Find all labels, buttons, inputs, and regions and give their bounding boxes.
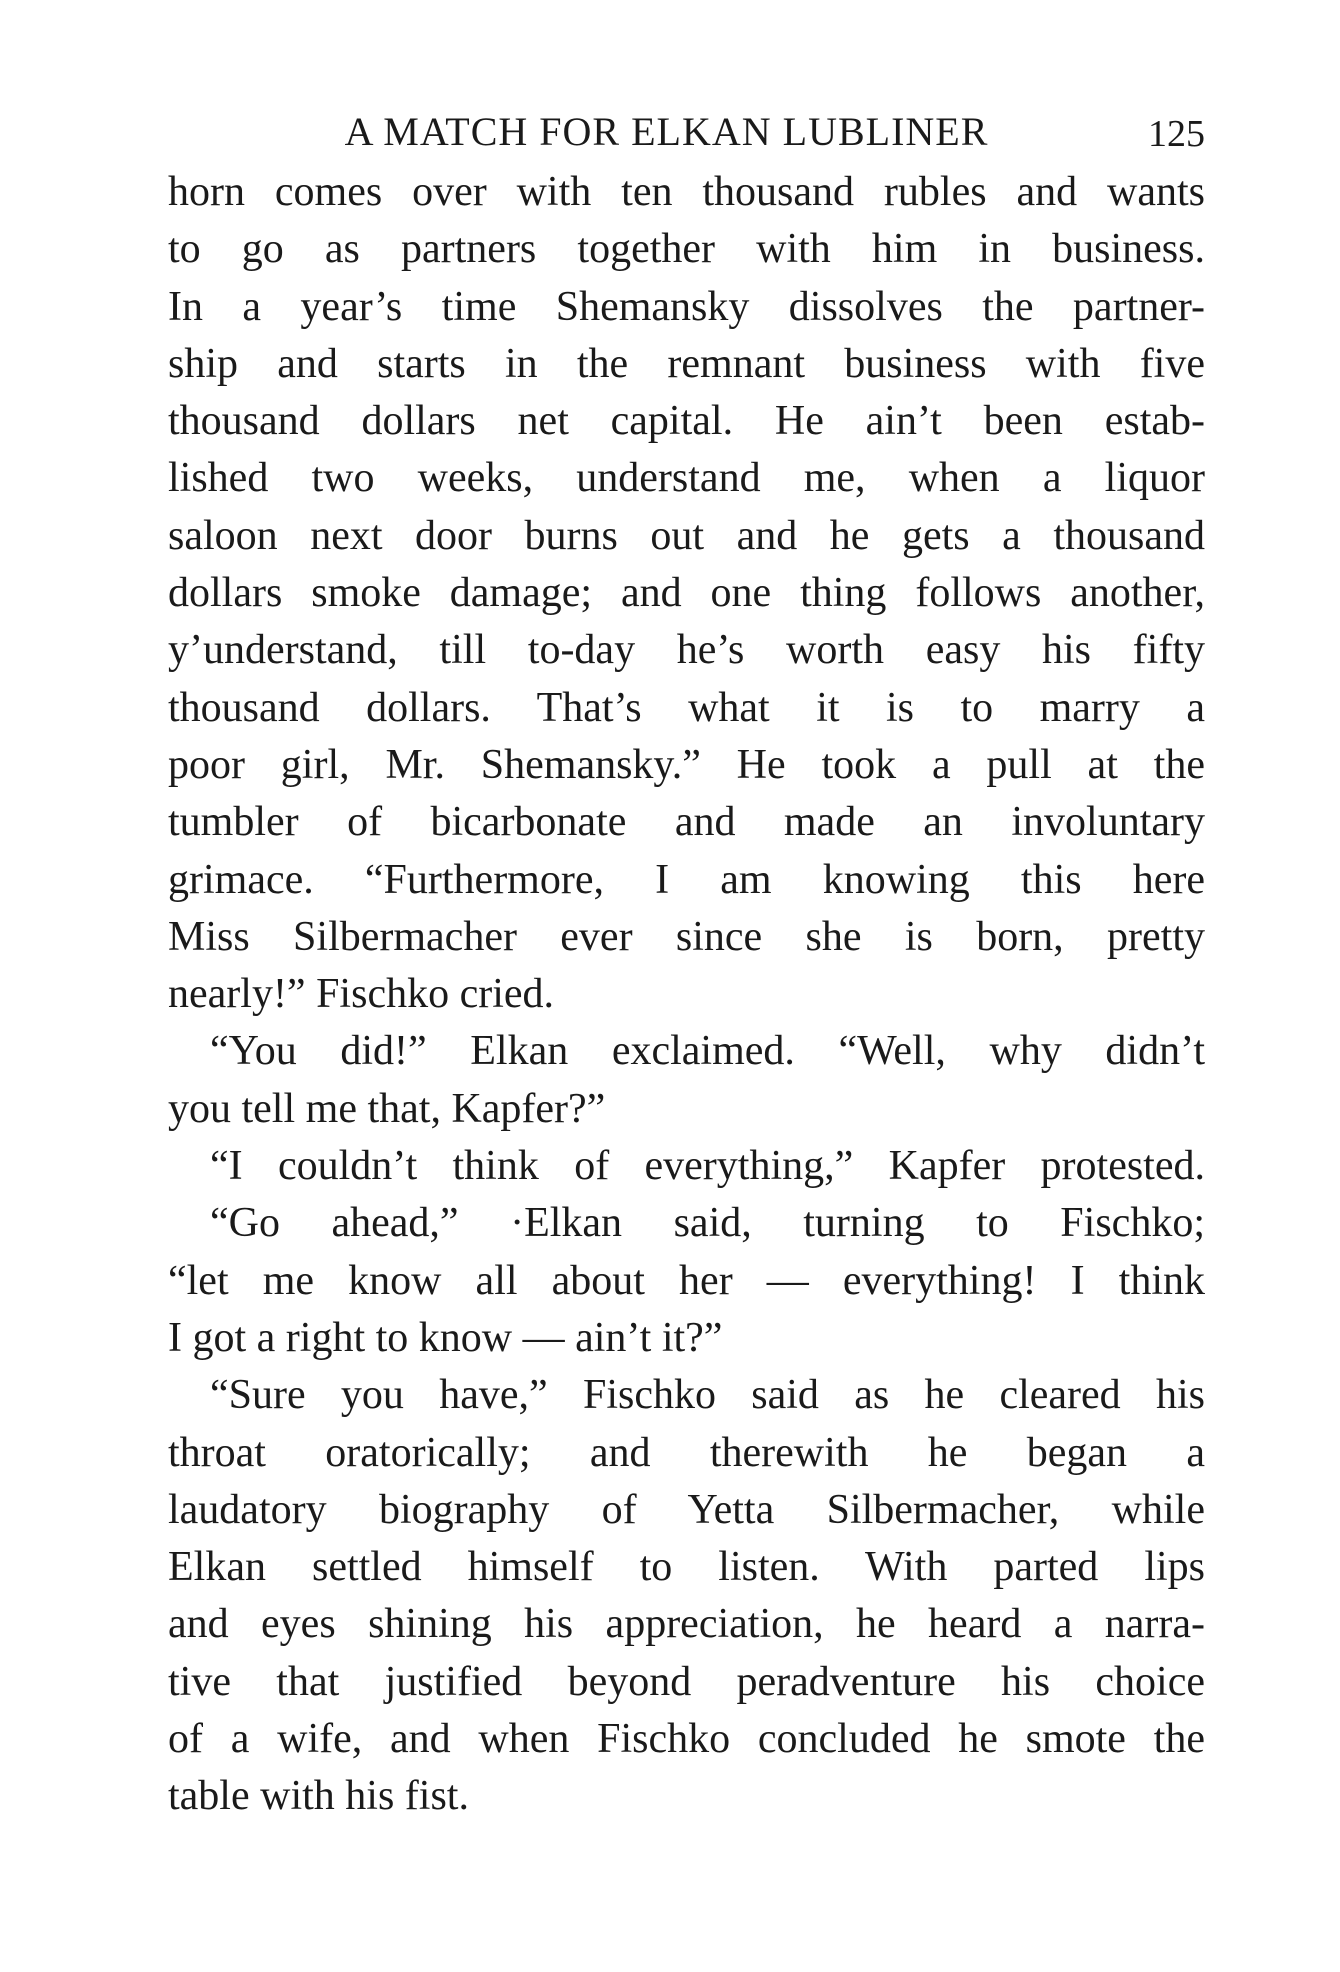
text-line: you tell me that, Kapfer?” [168, 1085, 606, 1132]
text-line: In a year’s time Shemansky dissolves the partner- [168, 283, 1205, 330]
text-line: Miss Silbermacher ever since she is born, pretty [168, 913, 1205, 960]
text-line: laudatory biography of Yetta Silbermacher, while [168, 1486, 1205, 1533]
body-text [168, 164, 1205, 1826]
text-line: “Sure you have,” Fischko said as he cleared his [210, 1372, 1205, 1419]
text-line: thousand dollars. That’s what it is to marry a [168, 684, 1205, 731]
text-line: to go as partners together with him in business. [168, 226, 1205, 273]
text-line: “Go ahead,” ·Elkan said, turning to Fischko; [210, 1200, 1205, 1247]
text-line: tive that justified beyond peradventure his choice [168, 1658, 1205, 1705]
text-line: “let me know all about her — everything! I think [168, 1257, 1205, 1304]
text-line: saloon next door burns out and he gets a thousand [168, 512, 1205, 559]
text-line: I got a right to know — ain’t it?” [168, 1314, 723, 1361]
running-head [168, 100, 1205, 164]
text-line: tumbler of bicarbonate and made an involuntary [168, 799, 1205, 846]
text-line: lished two weeks, understand me, when a liquor [168, 455, 1205, 502]
text-line: y’understand, till to-day he’s worth easy his fifty [168, 627, 1205, 674]
text-line: and eyes shining his appreciation, he heard a narra- [168, 1601, 1205, 1648]
text-line: throat oratorically; and therewith he began a [168, 1429, 1205, 1476]
text-line: thousand dollars net capital. He ain’t been estab- [168, 398, 1205, 445]
book-page [168, 100, 1205, 1826]
text-line: grimace. “Furthermore, I am knowing this here [168, 856, 1205, 903]
text-line: of a wife, and when Fischko concluded he smote the [168, 1716, 1205, 1763]
text-line: dollars smoke damage; and one thing follows another, [168, 570, 1205, 617]
text-line: Elkan settled himself to listen. With parted lips [168, 1544, 1205, 1591]
text-line: “You did!” Elkan exclaimed. “Well, why didn’t [210, 1028, 1205, 1075]
running-head-title: A MATCH FOR ELKAN LUBLINER [344, 109, 989, 154]
text-line: ship and starts in the remnant business with five [168, 340, 1205, 387]
text-line: table with his fist. [168, 1773, 469, 1820]
text-line: horn comes over with ten thousand rubles and wants [168, 169, 1205, 215]
page-number: 125 [1148, 113, 1205, 155]
text-line: nearly!” Fischko cried. [168, 971, 555, 1018]
text-line: poor girl, Mr. Shemansky.” He took a pull at the [168, 741, 1205, 788]
text-line: “I couldn’t think of everything,” Kapfer protested. [210, 1143, 1205, 1190]
